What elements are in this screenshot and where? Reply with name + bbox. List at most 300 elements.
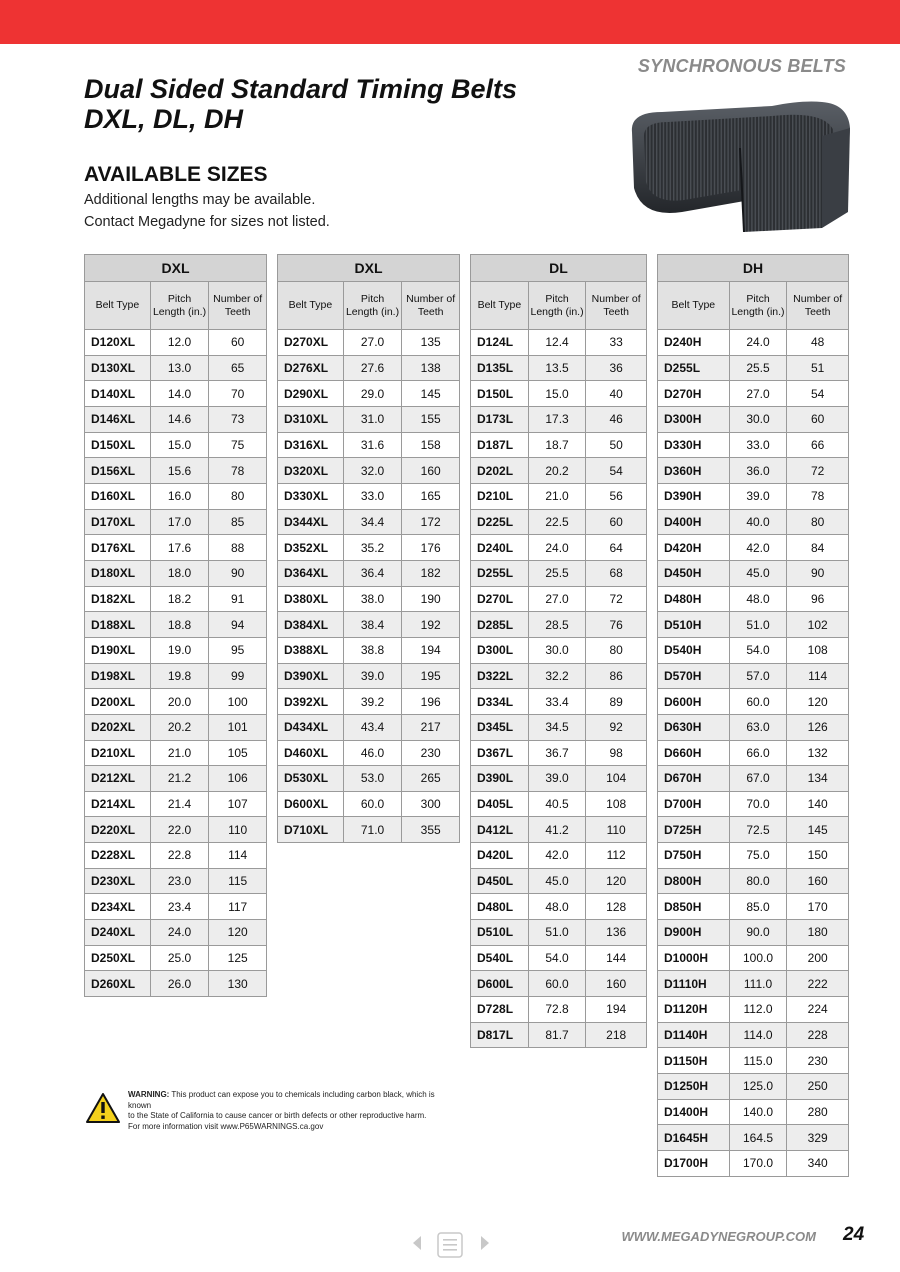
belt-type-cell: D600XL — [278, 791, 344, 817]
table-row — [85, 381, 267, 407]
table-row — [278, 791, 460, 817]
teeth-cell: 90 — [209, 560, 267, 586]
belt-type-cell: D540L — [471, 945, 529, 971]
table-row — [85, 894, 267, 920]
table-row — [278, 535, 460, 561]
table-row — [471, 355, 647, 381]
menu-icon[interactable] — [437, 1232, 463, 1258]
belt-type-cell: D380XL — [278, 586, 344, 612]
teeth-cell: 126 — [787, 714, 849, 740]
teeth-cell: 98 — [586, 740, 647, 766]
pitch-length-cell: 164.5 — [729, 1125, 787, 1151]
teeth-cell: 160 — [586, 971, 647, 997]
table-row — [658, 483, 849, 509]
teeth-cell: 228 — [787, 1022, 849, 1048]
belt-type-cell: D228XL — [85, 843, 151, 869]
pitch-length-cell: 41.2 — [528, 817, 586, 843]
teeth-cell: 104 — [586, 766, 647, 792]
table-row — [85, 971, 267, 997]
table-row — [471, 920, 647, 946]
table-row — [658, 560, 849, 586]
teeth-cell: 33 — [586, 330, 647, 356]
footer-url[interactable]: WWW.MEGADYNEGROUP.COM — [621, 1229, 816, 1244]
belt-type-cell: D1150H — [658, 1048, 730, 1074]
table-row — [471, 586, 647, 612]
belt-type-cell: D170XL — [85, 509, 151, 535]
pitch-length-cell: 21.4 — [150, 791, 209, 817]
belt-type-cell: D1700H — [658, 1151, 730, 1177]
pitch-length-cell: 38.4 — [343, 612, 402, 638]
teeth-cell: 194 — [586, 997, 647, 1023]
belt-type-cell: D173L — [471, 406, 529, 432]
pitch-length-cell: 25.5 — [528, 560, 586, 586]
teeth-cell: 50 — [586, 432, 647, 458]
table-row — [278, 560, 460, 586]
pitch-length-cell: 45.0 — [528, 868, 586, 894]
pitch-length-cell: 111.0 — [729, 971, 787, 997]
table-row — [658, 1151, 849, 1177]
pitch-length-cell: 17.6 — [150, 535, 209, 561]
table-group-header: DXL — [278, 255, 460, 282]
table-row — [278, 714, 460, 740]
table-row — [658, 894, 849, 920]
pitch-length-cell: 17.3 — [528, 406, 586, 432]
teeth-cell: 40 — [586, 381, 647, 407]
pitch-length-cell: 53.0 — [343, 766, 402, 792]
pitch-length-cell: 36.4 — [343, 560, 402, 586]
teeth-cell: 46 — [586, 406, 647, 432]
belt-type-cell: D300L — [471, 637, 529, 663]
teeth-cell: 108 — [787, 637, 849, 663]
teeth-cell: 95 — [209, 637, 267, 663]
belt-type-cell: D176XL — [85, 535, 151, 561]
pitch-length-cell: 29.0 — [343, 381, 402, 407]
teeth-cell: 114 — [787, 663, 849, 689]
belt-type-cell: D364XL — [278, 560, 344, 586]
pitch-length-cell: 20.2 — [150, 714, 209, 740]
teeth-cell: 91 — [209, 586, 267, 612]
belt-type-cell: D388XL — [278, 637, 344, 663]
pitch-length-cell: 24.0 — [729, 330, 787, 356]
belt-type-cell: D630H — [658, 714, 730, 740]
pitch-length-cell: 19.0 — [150, 637, 209, 663]
table-row — [471, 1022, 647, 1048]
col-teeth: Number of Teeth — [209, 282, 267, 330]
pitch-length-cell: 46.0 — [343, 740, 402, 766]
teeth-cell: 222 — [787, 971, 849, 997]
pitch-length-cell: 18.0 — [150, 560, 209, 586]
table-row — [85, 663, 267, 689]
pitch-length-cell: 38.0 — [343, 586, 402, 612]
pitch-length-cell: 18.7 — [528, 432, 586, 458]
col-pitch-length: Pitch Length (in.) — [528, 282, 586, 330]
belt-type-cell: D140XL — [85, 381, 151, 407]
title-line-1: Dual Sided Standard Timing Belts — [84, 74, 518, 104]
pitch-length-cell: 112.0 — [729, 997, 787, 1023]
belt-type-cell: D230XL — [85, 868, 151, 894]
pitch-length-cell: 31.0 — [343, 406, 402, 432]
teeth-cell: 102 — [787, 612, 849, 638]
table-row — [85, 458, 267, 484]
table-row — [471, 432, 647, 458]
pitch-length-cell: 42.0 — [729, 535, 787, 561]
pitch-length-cell: 20.2 — [528, 458, 586, 484]
belt-type-cell: D135L — [471, 355, 529, 381]
belt-type-cell: D240L — [471, 535, 529, 561]
belt-type-cell: D725H — [658, 817, 730, 843]
belt-type-cell: D290XL — [278, 381, 344, 407]
pitch-length-cell: 72.8 — [528, 997, 586, 1023]
teeth-cell: 70 — [209, 381, 267, 407]
table-row — [85, 509, 267, 535]
belt-type-cell: D200XL — [85, 689, 151, 715]
pitch-length-cell: 17.0 — [150, 509, 209, 535]
belt-type-cell: D360H — [658, 458, 730, 484]
table-row — [658, 458, 849, 484]
title-line-2: DXL, DL, DH — [84, 104, 243, 134]
pitch-length-cell: 12.4 — [528, 330, 586, 356]
pitch-length-cell: 63.0 — [729, 714, 787, 740]
pitch-length-cell: 22.0 — [150, 817, 209, 843]
pitch-length-cell: 38.8 — [343, 637, 402, 663]
belt-type-cell: D150XL — [85, 432, 151, 458]
belt-type-cell: D198XL — [85, 663, 151, 689]
belt-type-cell: D334L — [471, 689, 529, 715]
teeth-cell: 170 — [787, 894, 849, 920]
belt-type-cell: D156XL — [85, 458, 151, 484]
teeth-cell: 65 — [209, 355, 267, 381]
pitch-length-cell: 13.5 — [528, 355, 586, 381]
belt-type-cell: D420L — [471, 843, 529, 869]
table-row — [85, 612, 267, 638]
table-row — [278, 637, 460, 663]
belt-type-cell: D700H — [658, 791, 730, 817]
teeth-cell: 182 — [402, 560, 460, 586]
table-group-header: DL — [471, 255, 647, 282]
belt-type-cell: D352XL — [278, 535, 344, 561]
table-row — [85, 560, 267, 586]
belt-type-cell: D255L — [658, 355, 730, 381]
belt-type-cell: D420H — [658, 535, 730, 561]
table-row — [658, 714, 849, 740]
belt-type-cell: D210L — [471, 483, 529, 509]
teeth-cell: 80 — [787, 509, 849, 535]
teeth-cell: 160 — [402, 458, 460, 484]
belt-type-cell: D322L — [471, 663, 529, 689]
teeth-cell: 128 — [586, 894, 647, 920]
table-row — [658, 868, 849, 894]
table-row — [85, 766, 267, 792]
belt-type-cell: D160XL — [85, 483, 151, 509]
pitch-length-cell: 43.4 — [343, 714, 402, 740]
pitch-length-cell: 40.0 — [729, 509, 787, 535]
belt-type-cell: D817L — [471, 1022, 529, 1048]
teeth-cell: 138 — [402, 355, 460, 381]
table-row — [471, 637, 647, 663]
table-row — [658, 817, 849, 843]
pitch-length-cell: 80.0 — [729, 868, 787, 894]
belt-type-cell: D285L — [471, 612, 529, 638]
teeth-cell: 76 — [586, 612, 647, 638]
teeth-cell: 120 — [209, 920, 267, 946]
belt-type-cell: D750H — [658, 843, 730, 869]
pitch-length-cell: 30.0 — [729, 406, 787, 432]
teeth-cell: 172 — [402, 509, 460, 535]
table-row — [471, 766, 647, 792]
table-row — [658, 663, 849, 689]
pitch-length-cell: 48.0 — [528, 894, 586, 920]
belt-type-cell: D450L — [471, 868, 529, 894]
pitch-length-cell: 24.0 — [528, 535, 586, 561]
pitch-length-cell: 22.5 — [528, 509, 586, 535]
pitch-length-cell: 34.4 — [343, 509, 402, 535]
table-row — [658, 1074, 849, 1100]
table-row — [85, 483, 267, 509]
pitch-length-cell: 42.0 — [528, 843, 586, 869]
table-row — [278, 766, 460, 792]
belt-type-cell: D600L — [471, 971, 529, 997]
teeth-cell: 54 — [787, 381, 849, 407]
teeth-cell: 230 — [402, 740, 460, 766]
teeth-cell: 194 — [402, 637, 460, 663]
pitch-length-cell: 35.2 — [343, 535, 402, 561]
teeth-cell: 89 — [586, 689, 647, 715]
pitch-length-cell: 16.0 — [150, 483, 209, 509]
table-row — [658, 971, 849, 997]
belt-type-cell: D310XL — [278, 406, 344, 432]
teeth-cell: 140 — [787, 791, 849, 817]
belt-type-cell: D330XL — [278, 483, 344, 509]
col-pitch-length: Pitch Length (in.) — [150, 282, 209, 330]
belt-type-cell: D728L — [471, 997, 529, 1023]
table-row — [471, 791, 647, 817]
belt-type-cell: D234XL — [85, 894, 151, 920]
table-row — [658, 612, 849, 638]
teeth-cell: 120 — [586, 868, 647, 894]
dl-table — [470, 254, 647, 1048]
teeth-cell: 36 — [586, 355, 647, 381]
table-row — [471, 330, 647, 356]
teeth-cell: 195 — [402, 663, 460, 689]
teeth-cell: 84 — [787, 535, 849, 561]
pitch-length-cell: 34.5 — [528, 714, 586, 740]
belt-type-cell: D600H — [658, 689, 730, 715]
col-pitch-length: Pitch Length (in.) — [729, 282, 787, 330]
teeth-cell: 99 — [209, 663, 267, 689]
pitch-length-cell: 14.6 — [150, 406, 209, 432]
belt-type-cell: D344XL — [278, 509, 344, 535]
table-row — [471, 483, 647, 509]
belt-type-cell: D390H — [658, 483, 730, 509]
belt-type-cell: D660H — [658, 740, 730, 766]
table-group-header: DH — [658, 255, 849, 282]
teeth-cell: 117 — [209, 894, 267, 920]
belt-type-cell: D202L — [471, 458, 529, 484]
teeth-cell: 110 — [209, 817, 267, 843]
belt-type-cell: D188XL — [85, 612, 151, 638]
page-number: 24 — [843, 1224, 865, 1245]
pitch-length-cell: 23.0 — [150, 868, 209, 894]
table-row — [278, 689, 460, 715]
next-page-icon[interactable] — [478, 1234, 492, 1252]
col-belt-type: Belt Type — [658, 282, 730, 330]
teeth-cell: 280 — [787, 1099, 849, 1125]
pitch-length-cell: 72.5 — [729, 817, 787, 843]
teeth-cell: 78 — [209, 458, 267, 484]
belt-type-cell: D434XL — [278, 714, 344, 740]
teeth-cell: 60 — [209, 330, 267, 356]
belt-type-cell: D220XL — [85, 817, 151, 843]
teeth-cell: 230 — [787, 1048, 849, 1074]
table-row — [85, 945, 267, 971]
pitch-length-cell: 85.0 — [729, 894, 787, 920]
teeth-cell: 51 — [787, 355, 849, 381]
teeth-cell: 135 — [402, 330, 460, 356]
belt-type-cell: D900H — [658, 920, 730, 946]
table-row — [85, 355, 267, 381]
table-row — [85, 714, 267, 740]
belt-type-cell: D180XL — [85, 560, 151, 586]
pitch-length-cell: 115.0 — [729, 1048, 787, 1074]
table-row — [278, 612, 460, 638]
table-row — [658, 945, 849, 971]
table-row — [471, 971, 647, 997]
teeth-cell: 56 — [586, 483, 647, 509]
teeth-cell: 132 — [787, 740, 849, 766]
belt-type-cell: D367L — [471, 740, 529, 766]
table-row — [85, 689, 267, 715]
teeth-cell: 114 — [209, 843, 267, 869]
pitch-length-cell: 18.8 — [150, 612, 209, 638]
teeth-cell: 60 — [586, 509, 647, 535]
belt-type-cell: D670H — [658, 766, 730, 792]
dxl-table-1 — [84, 254, 267, 997]
warning-line-2: to the State of California to cause cancer or birth defects or other reproductive harm. — [128, 1111, 427, 1120]
pitch-length-cell: 100.0 — [729, 945, 787, 971]
belt-type-cell: D510L — [471, 920, 529, 946]
section-label: SYNCHRONOUS BELTS — [637, 56, 846, 76]
pitch-length-cell: 39.0 — [528, 766, 586, 792]
table-row — [85, 843, 267, 869]
teeth-cell: 250 — [787, 1074, 849, 1100]
teeth-cell: 155 — [402, 406, 460, 432]
teeth-cell: 120 — [787, 689, 849, 715]
pitch-length-cell: 31.6 — [343, 432, 402, 458]
table-row — [658, 689, 849, 715]
belt-type-cell: D320XL — [278, 458, 344, 484]
belt-type-cell: D212XL — [85, 766, 151, 792]
dxl-table-2 — [277, 254, 460, 843]
warning-line-3: For more information visit www.P65WARNINGS.ca.gov — [128, 1121, 324, 1131]
table-row — [471, 997, 647, 1023]
prev-page-icon[interactable] — [410, 1234, 424, 1252]
belt-type-cell: D1400H — [658, 1099, 730, 1125]
table-row — [471, 535, 647, 561]
pitch-length-cell: 24.0 — [150, 920, 209, 946]
table-row — [85, 586, 267, 612]
col-teeth: Number of Teeth — [402, 282, 460, 330]
belt-type-cell: D710XL — [278, 817, 344, 843]
teeth-cell: 78 — [787, 483, 849, 509]
col-teeth: Number of Teeth — [586, 282, 647, 330]
table-row — [85, 637, 267, 663]
table-row — [278, 330, 460, 356]
table-row — [85, 920, 267, 946]
table-row — [278, 740, 460, 766]
teeth-cell: 107 — [209, 791, 267, 817]
table-group-header: DXL — [85, 255, 267, 282]
pitch-length-cell: 28.5 — [528, 612, 586, 638]
pitch-length-cell: 27.0 — [343, 330, 402, 356]
teeth-cell: 100 — [209, 689, 267, 715]
pitch-length-cell: 40.5 — [528, 791, 586, 817]
col-belt-type: Belt Type — [471, 282, 529, 330]
belt-type-cell: D570H — [658, 663, 730, 689]
warning-line-1: This product can expose you to chemicals including carbon black, which is known — [128, 1090, 435, 1110]
table-row — [658, 791, 849, 817]
table-row — [278, 817, 460, 843]
belt-type-cell: D384XL — [278, 612, 344, 638]
belt-type-cell: D1140H — [658, 1022, 730, 1048]
teeth-cell: 68 — [586, 560, 647, 586]
pitch-length-cell: 60.0 — [343, 791, 402, 817]
teeth-cell: 101 — [209, 714, 267, 740]
teeth-cell: 64 — [586, 535, 647, 561]
belt-type-cell: D270XL — [278, 330, 344, 356]
pitch-length-cell: 23.4 — [150, 894, 209, 920]
teeth-cell: 217 — [402, 714, 460, 740]
belt-type-cell: D300H — [658, 406, 730, 432]
teeth-cell: 125 — [209, 945, 267, 971]
belt-type-cell: D250XL — [85, 945, 151, 971]
table-row — [658, 920, 849, 946]
pitch-length-cell: 70.0 — [729, 791, 787, 817]
col-pitch-length: Pitch Length (in.) — [343, 282, 402, 330]
belt-type-cell: D392XL — [278, 689, 344, 715]
belt-type-cell: D214XL — [85, 791, 151, 817]
teeth-cell: 48 — [787, 330, 849, 356]
belt-type-cell: D345L — [471, 714, 529, 740]
table-row — [471, 945, 647, 971]
pitch-length-cell: 51.0 — [528, 920, 586, 946]
belt-type-cell: D255L — [471, 560, 529, 586]
table-row — [658, 1048, 849, 1074]
teeth-cell: 80 — [209, 483, 267, 509]
belt-type-cell: D270H — [658, 381, 730, 407]
teeth-cell: 329 — [787, 1125, 849, 1151]
table-row — [471, 406, 647, 432]
pitch-length-cell: 22.8 — [150, 843, 209, 869]
teeth-cell: 265 — [402, 766, 460, 792]
teeth-cell: 134 — [787, 766, 849, 792]
teeth-cell: 75 — [209, 432, 267, 458]
teeth-cell: 130 — [209, 971, 267, 997]
table-row — [658, 637, 849, 663]
teeth-cell: 86 — [586, 663, 647, 689]
table-row — [85, 740, 267, 766]
belt-type-cell: D1110H — [658, 971, 730, 997]
pitch-length-cell: 27.0 — [729, 381, 787, 407]
pitch-length-cell: 20.0 — [150, 689, 209, 715]
belt-type-cell: D240XL — [85, 920, 151, 946]
teeth-cell: 72 — [586, 586, 647, 612]
pitch-length-cell: 66.0 — [729, 740, 787, 766]
pitch-length-cell: 54.0 — [528, 945, 586, 971]
table-row — [471, 843, 647, 869]
teeth-cell: 180 — [787, 920, 849, 946]
teeth-cell: 96 — [787, 586, 849, 612]
table-row — [278, 406, 460, 432]
